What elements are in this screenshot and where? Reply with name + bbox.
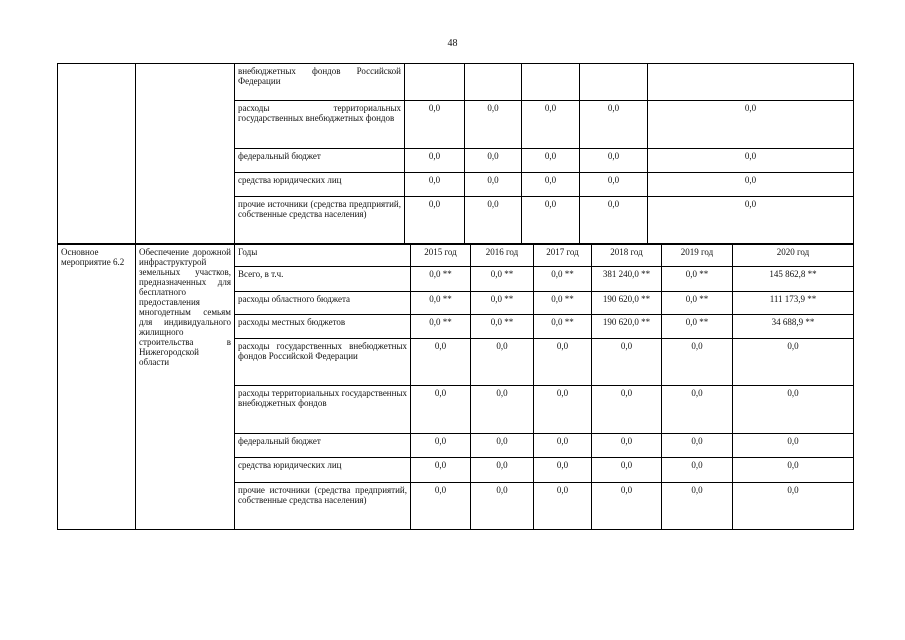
cell-value: 0,0 [580,173,648,197]
measure-name: Обеспечение дорожной инфраструктурой земельных участков, предназначенных для бесплатного предоставления многодетным семьям для индивидуального жилищного строительства в Нижегородской области [136,245,235,530]
empty-measure-cell [58,64,136,244]
cell-value: 0,0 [592,483,662,530]
cell-value: 0,0 ** [411,292,471,315]
cell-value: 0,0 ** [534,315,592,339]
cell-value: 0,0 [662,339,733,386]
cell-value: 0,0 [662,483,733,530]
cell-value: 0,0 [534,483,592,530]
cell-value: 0,0 [733,386,854,434]
cell-value: 0,0 ** [662,267,733,292]
cell-value: 0,0 [534,458,592,483]
cell-value: 0,0 ** [411,267,471,292]
cell-value: 0,0 [522,149,580,173]
row-label: внебюджетных фондов Российской Федерации [235,64,405,101]
cell-value: 0,0 [648,149,854,173]
cell-value: 0,0 [405,197,465,244]
cell-value: 0,0 [534,386,592,434]
continuation-table [57,63,854,244]
row-label: федеральный бюджет [235,149,405,173]
row-label: расходы государственных внебюджетных фондов Российской Федерации [235,339,411,386]
cell-value: 0,0 [465,149,522,173]
cell-value: 0,0 [465,101,522,149]
cell-value: 0,0 [580,197,648,244]
row-label: расходы территориальных государственных внебюджетных фондов [235,101,405,149]
cell-value: 0,0 [471,458,534,483]
cell-value: 0,0 [471,339,534,386]
cell-value: 0,0 [411,386,471,434]
row-label: прочие источники (средства предприятий, собственные средства населения) [235,197,405,244]
row-label: средства юридических лиц [235,173,405,197]
cell-value: 34 688,9 ** [733,315,854,339]
cell-value: 0,0 [405,173,465,197]
cell-value: 0,0 [662,434,733,458]
year-header: 2015 год [411,245,471,267]
page-number: 48 [447,38,458,49]
cell-value: 0,0 [733,339,854,386]
years-label: Годы [235,245,411,267]
row-label: расходы областного бюджета [235,292,411,315]
cell-value: 0,0 [580,149,648,173]
row-label: Всего, в т.ч. [235,267,411,292]
cell-value: 0,0 [592,386,662,434]
empty-name-cell [136,64,235,244]
cell-value [580,64,648,101]
cell-value: 0,0 [411,339,471,386]
cell-value: 0,0 [471,483,534,530]
cell-value: 0,0 ** [662,292,733,315]
row-label: средства юридических лиц [235,458,411,483]
years-header-row [58,245,854,267]
measure-code: Основное мероприятие 6.2 [58,245,136,530]
row-label: расходы местных бюджетов [235,315,411,339]
cell-value: 0,0 ** [662,315,733,339]
cell-value: 0,0 [522,101,580,149]
year-header: 2018 год [592,245,662,267]
cell-value: 0,0 [405,149,465,173]
cell-value: 0,0 ** [471,292,534,315]
cell-value: 0,0 [592,434,662,458]
cell-value: 111 173,9 ** [733,292,854,315]
cell-value [522,64,580,101]
cell-value: 190 620,0 ** [592,292,662,315]
cell-value: 0,0 [733,483,854,530]
cell-value: 0,0 [733,458,854,483]
cell-value: 0,0 ** [534,267,592,292]
measure-table [57,244,854,530]
year-header: 2016 год [471,245,534,267]
cell-value: 0,0 [733,434,854,458]
cell-value: 0,0 [648,173,854,197]
row-label: расходы территориальных государственных внебюджетных фондов [235,386,411,434]
cell-value: 0,0 [411,434,471,458]
cell-value: 0,0 ** [471,267,534,292]
cell-value: 0,0 [471,386,534,434]
cell-value: 0,0 ** [534,292,592,315]
cell-value: 0,0 [580,101,648,149]
year-header: 2020 год [733,245,854,267]
cell-value [648,64,854,101]
cell-value: 0,0 [592,339,662,386]
cell-value: 381 240,0 ** [592,267,662,292]
cell-value: 145 862,8 ** [733,267,854,292]
cell-value: 0,0 [662,386,733,434]
cell-value: 0,0 ** [471,315,534,339]
cell-value: 0,0 [471,434,534,458]
cell-value: 0,0 [592,458,662,483]
row-label: федеральный бюджет [235,434,411,458]
cell-value: 0,0 [405,101,465,149]
cell-value: 0,0 [465,197,522,244]
year-header: 2017 год [534,245,592,267]
year-header: 2019 год [662,245,733,267]
cell-value: 0,0 [522,173,580,197]
cell-value: 0,0 [465,173,522,197]
cell-value: 0,0 [648,197,854,244]
cell-value: 0,0 [522,197,580,244]
cell-value: 0,0 ** [411,315,471,339]
cell-value: 0,0 [648,101,854,149]
cell-value: 190 620,0 ** [592,315,662,339]
cell-value: 0,0 [534,434,592,458]
cell-value: 0,0 [534,339,592,386]
cell-value [465,64,522,101]
cell-value: 0,0 [411,483,471,530]
cell-value [405,64,465,101]
cell-value: 0,0 [411,458,471,483]
table-row [58,64,854,101]
row-label: прочие источники (средства предприятий, собственные средства населения) [235,483,411,530]
cell-value: 0,0 [662,458,733,483]
